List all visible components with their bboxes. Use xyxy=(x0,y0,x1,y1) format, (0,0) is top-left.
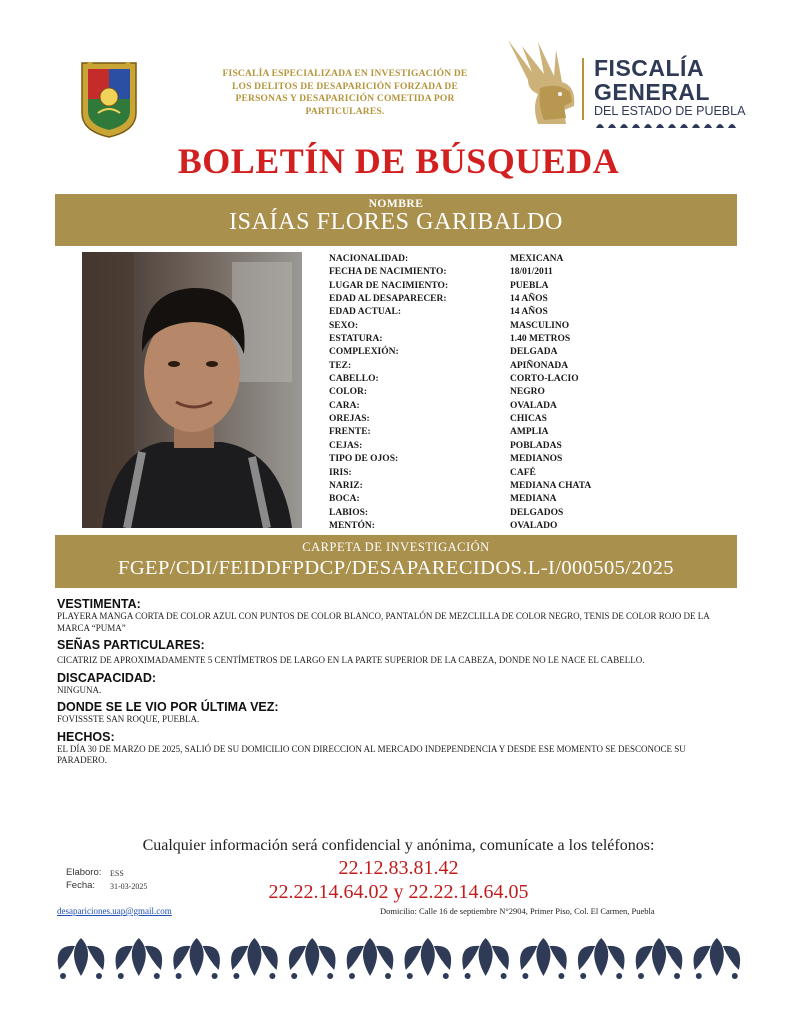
elaboro-label: Elaboro: xyxy=(66,867,102,878)
hechos-heading: HECHOS: xyxy=(57,729,115,744)
detail-label: IRIS: xyxy=(329,467,352,478)
detail-value: 14 AÑOS xyxy=(510,307,548,318)
detail-value: MEDIANA CHATA xyxy=(510,480,592,491)
detail-row xyxy=(329,306,629,319)
detail-value: NEGRO xyxy=(510,387,545,398)
carpeta-label: CARPETA DE INVESTIGACIÓN xyxy=(302,540,490,554)
state-seal-icon xyxy=(78,57,140,139)
detail-label: EDAD AL DESAPARECER: xyxy=(329,294,447,305)
detail-value: OVALADA xyxy=(510,400,557,411)
detail-value: PUEBLA xyxy=(510,280,549,291)
person-photo xyxy=(82,252,302,528)
contact-line: Cualquier información será confidencial y anónima, comunícate a los teléfonos: xyxy=(142,837,655,854)
detail-label: LUGAR DE NACIMIENTO: xyxy=(329,280,449,291)
detail-label: NARIZ: xyxy=(329,480,363,491)
detail-value: POBLADAS xyxy=(510,440,562,451)
name-bar xyxy=(55,194,737,246)
ultima-vez-heading: DONDE SE LE VIO POR ÚLTIMA VEZ: xyxy=(57,700,279,714)
detail-label: TIPO DE OJOS: xyxy=(329,454,399,465)
vestimenta-heading: VESTIMENTA: xyxy=(57,597,141,611)
talavera-motif-icon xyxy=(405,938,452,979)
detail-row xyxy=(329,253,629,266)
fiscalia-head-logo-icon xyxy=(498,32,584,128)
talavera-motif-icon xyxy=(58,938,105,979)
talavera-motif-icon xyxy=(173,938,220,979)
detail-label: FRENTE: xyxy=(329,427,371,438)
hechos-text: EL DÍA 30 DE MARZO DE 2025, SALIÓ DE SU DOMICILIO CON DIRECCION AL MERCADO INDEPENDENCIA Y DESDE ESE MOMENTO SE DESCONOCE SU PARADERO. xyxy=(57,743,686,765)
name-label: NOMBRE xyxy=(368,198,424,210)
agency-line: PERSONAS Y DESAPARICIÓN COMETIDA POR xyxy=(235,94,455,104)
agency-line: FISCALÍA ESPECIALIZADA EN INVESTIGACIÓN DE xyxy=(222,69,468,79)
talavera-motif-icon xyxy=(116,938,163,979)
talavera-motif-icon xyxy=(636,938,683,979)
detail-label: NACIONALIDAD: xyxy=(329,254,409,264)
talavera-motif-icon xyxy=(289,938,336,979)
brand-line-2: GENERAL xyxy=(594,79,710,105)
detail-label: TEZ: xyxy=(329,360,352,371)
detail-value: APIÑONADA xyxy=(510,360,569,371)
carpeta-number: FGEP/CDI/FEIDDFPDCP/DESAPARECIDOS.L-I/000505/2025 xyxy=(118,557,674,579)
detail-label: COLOR: xyxy=(329,387,367,398)
detail-row xyxy=(329,493,629,506)
detail-value: MEXICANA xyxy=(510,254,564,264)
description-sections xyxy=(57,597,737,771)
detail-row xyxy=(329,426,629,439)
carpeta-bar xyxy=(55,535,737,588)
detail-value: 18/01/2011 xyxy=(510,267,553,278)
detail-row xyxy=(329,507,629,520)
phone-number-2[interactable]: 22.22.14.64.02 y 22.22.14.64.05 xyxy=(268,881,529,903)
talavera-motif-icon xyxy=(520,938,567,979)
detail-label: FECHA DE NACIMIENTO: xyxy=(329,267,447,278)
agency-name xyxy=(206,68,484,118)
detail-value: OVALADO xyxy=(510,520,558,531)
address-text: Domicilio: Calle 16 de septiembre N°2904, Primer Piso, Col. El Carmen, Puebla xyxy=(380,906,655,916)
talavera-strip-icon xyxy=(594,118,744,130)
detail-row xyxy=(329,360,629,373)
detail-value: AMPLIA xyxy=(510,427,549,438)
detail-label: BOCA: xyxy=(329,494,360,505)
senas-heading: SEÑAS PARTICULARES: xyxy=(57,638,205,652)
detail-value: MEDIANOS xyxy=(510,454,563,465)
talavera-motif-icon xyxy=(578,938,625,979)
senas-text: CICATRIZ DE APROXIMADAMENTE 5 CENTÍMETROS DE LARGO EN LA PARTE SUPERIOR DE LA CABEZA, DONDE NO LE NACE EL CABELLO. xyxy=(57,655,645,665)
detail-label: ESTATURA: xyxy=(329,334,383,345)
brand-line-3: DEL ESTADO DE PUEBLA xyxy=(594,104,746,118)
person-name: ISAÍAS FLORES GARIBALDO xyxy=(229,209,563,235)
detail-row xyxy=(329,453,629,466)
detail-value: MEDIANA xyxy=(510,494,557,505)
detail-label: OREJAS: xyxy=(329,414,370,425)
ultima-vez-text: FOVISSSTE SAN ROQUE, PUEBLA. xyxy=(57,714,200,724)
page-title: BOLETÍN DE BÚSQUEDA xyxy=(177,141,620,181)
detail-value: 1.40 METROS xyxy=(510,334,571,345)
email-link[interactable]: desapariciones.uap@gmail.com xyxy=(57,906,172,916)
elaboro-value: ESS xyxy=(110,869,124,878)
detail-value: DELGADA xyxy=(510,347,558,358)
detail-value: CHICAS xyxy=(510,414,547,425)
detail-row xyxy=(329,400,629,413)
talavera-motif-icon xyxy=(231,938,278,979)
detail-row xyxy=(329,266,629,279)
agency-line: LOS DELITOS DE DESAPARICIÓN FORZADA DE xyxy=(231,81,459,92)
detail-value: CORTO-LACIO xyxy=(510,374,579,385)
discapacidad-text: NINGUNA. xyxy=(57,684,102,695)
detail-row xyxy=(329,440,629,453)
detail-row xyxy=(329,467,629,480)
detail-row xyxy=(329,320,629,333)
detail-label: SEXO: xyxy=(329,320,359,331)
agency-line: PARTICULARES. xyxy=(305,106,385,117)
talavera-motif-icon xyxy=(462,938,509,979)
detail-label: MENTÓN: xyxy=(329,520,375,531)
detail-label: LABIOS: xyxy=(329,507,369,518)
detail-label: CARA: xyxy=(329,400,360,411)
detail-row xyxy=(329,413,629,426)
detail-label: CEJAS: xyxy=(329,440,363,451)
detail-row xyxy=(329,520,629,533)
detail-label: COMPLEXIÓN: xyxy=(329,347,399,358)
detail-label: CABELLO: xyxy=(329,374,379,385)
logo-divider xyxy=(582,58,584,120)
detail-row xyxy=(329,333,629,346)
detail-row xyxy=(329,280,629,293)
fecha-label: Fecha: xyxy=(66,880,96,891)
detail-value: 14 AÑOS xyxy=(510,294,548,305)
detail-row xyxy=(329,373,629,386)
detail-value: CAFÉ xyxy=(510,467,536,478)
detail-row xyxy=(329,386,629,399)
detail-value: DELGADOS xyxy=(510,507,564,518)
talavera-border-icon xyxy=(52,932,746,982)
detail-label: EDAD ACTUAL: xyxy=(329,307,402,318)
talavera-motif-icon xyxy=(694,938,741,979)
detail-row xyxy=(329,480,629,493)
fecha-value: 31-03-2025 xyxy=(110,882,148,891)
discapacidad-heading: DISCAPACIDAD: xyxy=(57,670,157,685)
phone-number-1[interactable]: 22.12.83.81.42 xyxy=(338,857,459,879)
talavera-motif-icon xyxy=(347,938,394,979)
detail-value: MASCULINO xyxy=(510,320,570,331)
detail-row xyxy=(329,293,629,306)
vestimenta-text: PLAYERA MANGA CORTA DE COLOR AZUL CON PUNTOS DE COLOR BLANCO, PANTALÓN DE MEZCLILLA DE COLOR NEGRO, TENIS DE COLOR ROJO DE LA MARCA “PUMA” xyxy=(57,611,710,633)
details-table xyxy=(329,253,629,533)
brand-line-1: FISCALÍA xyxy=(594,55,705,81)
detail-row xyxy=(329,346,629,359)
